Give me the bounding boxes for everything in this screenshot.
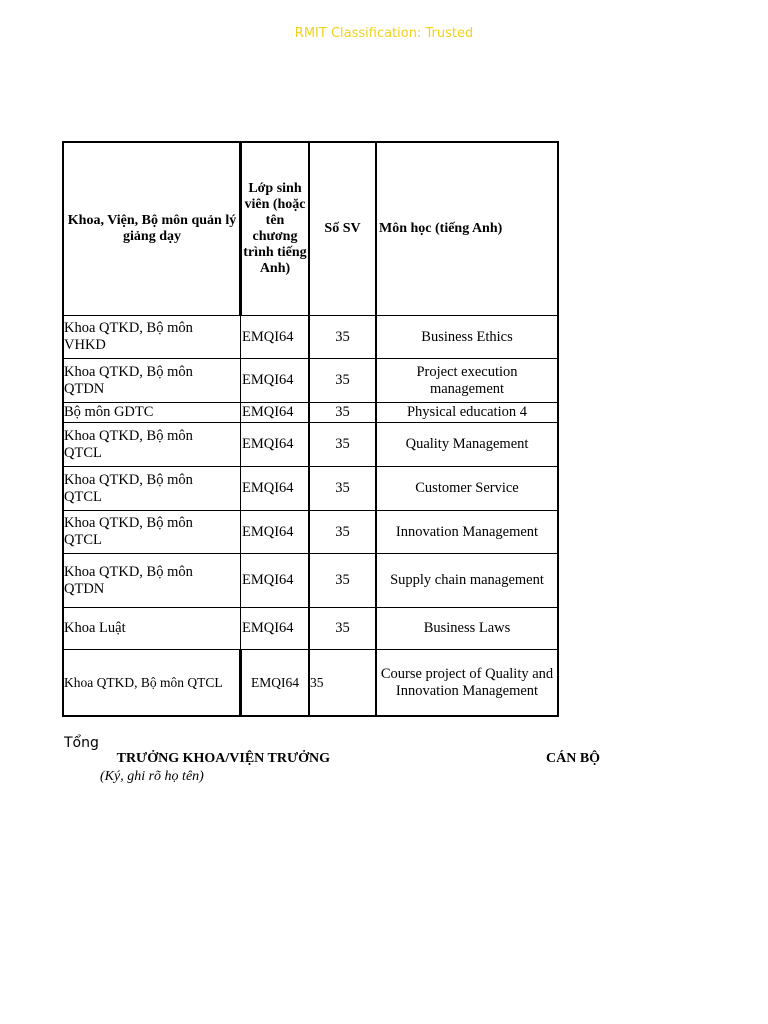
signature-note: (Ký, ghi rõ họ tên) <box>100 769 204 784</box>
table-cell-course: Innovation Management <box>395 523 539 540</box>
table-cell-faculty: Khoa QTKD, Bộ môn QTCL <box>64 471 193 505</box>
table-cell-class: EMQI64 <box>242 523 294 540</box>
course-table <box>62 141 559 717</box>
table-cell-faculty: Khoa QTKD, Bộ môn QTCL <box>64 675 223 690</box>
table-cell-class: EMQI64 <box>242 572 294 588</box>
table-cell-class: EMQI64 <box>242 620 294 636</box>
table-cell-faculty: Khoa Luật <box>64 620 126 636</box>
table-cell-course: Business Laws <box>423 620 511 636</box>
table-cell-course: Physical education 4 <box>406 404 527 420</box>
table-cell-students: 35 <box>335 480 350 496</box>
signature-title-right: CÁN BỘ <box>546 751 601 766</box>
header-course: Môn học (tiếng Anh) <box>379 221 503 236</box>
table-cell-students: 35 <box>335 620 350 636</box>
signature-title-left: TRƯỞNG KHOA/VIỆN TRƯỞNG <box>116 751 330 766</box>
table-cell-students: 35 <box>335 328 350 345</box>
table-cell-students: 35 <box>310 675 324 690</box>
table-cell-students: 35 <box>335 572 350 588</box>
table-cell-course: Course project of Quality and Innovation Management <box>380 665 554 699</box>
table-cell-class: EMQI64 <box>242 404 294 420</box>
table-cell-course: Customer Service <box>415 480 519 496</box>
table-cell-course: Supply chain management <box>390 572 544 588</box>
table-cell-class: EMQI64 <box>242 480 294 496</box>
table-cell-faculty: Bộ môn GDTC <box>64 404 154 420</box>
table-border-bottom <box>62 715 559 717</box>
classification-label: RMIT Classification: Trusted <box>294 26 474 41</box>
header-faculty: Khoa, Viện, Bộ môn quản lý giảng dạy <box>67 213 237 244</box>
table-cell-course: Project execution management <box>416 363 518 397</box>
table-cell-students: 35 <box>335 404 350 420</box>
table-cell-faculty: Khoa QTKD, Bộ môn QTCL <box>64 427 193 461</box>
table-cell-course: Business Ethics <box>421 328 513 345</box>
table-cell-class: EMQI64 <box>242 372 294 388</box>
table-cell-faculty: Khoa QTKD, Bộ môn QTCL <box>64 515 193 548</box>
table-cell-students: 35 <box>335 372 350 388</box>
table-cell-faculty: Khoa QTKD, Bộ môn VHKD <box>64 320 193 353</box>
table-cell-class: EMQI64 <box>251 675 299 690</box>
table-border-right <box>557 141 559 717</box>
table-cell-students: 35 <box>335 523 350 540</box>
total-label: Tổng <box>64 735 99 751</box>
table-cell-class: EMQI64 <box>242 436 294 452</box>
table-cell-faculty: Khoa QTKD, Bộ môn QTDN <box>64 563 193 597</box>
table-cell-course: Quality Management <box>405 436 529 452</box>
table-cell-faculty: Khoa QTKD, Bộ môn QTDN <box>64 363 193 397</box>
header-class: Lớp sinh viên (hoặc tên chương trình tiếng Anh) <box>243 181 307 276</box>
table-cell-class: EMQI64 <box>242 328 294 345</box>
header-students: Số SV <box>324 221 361 236</box>
table-cell-students: 35 <box>335 436 350 452</box>
